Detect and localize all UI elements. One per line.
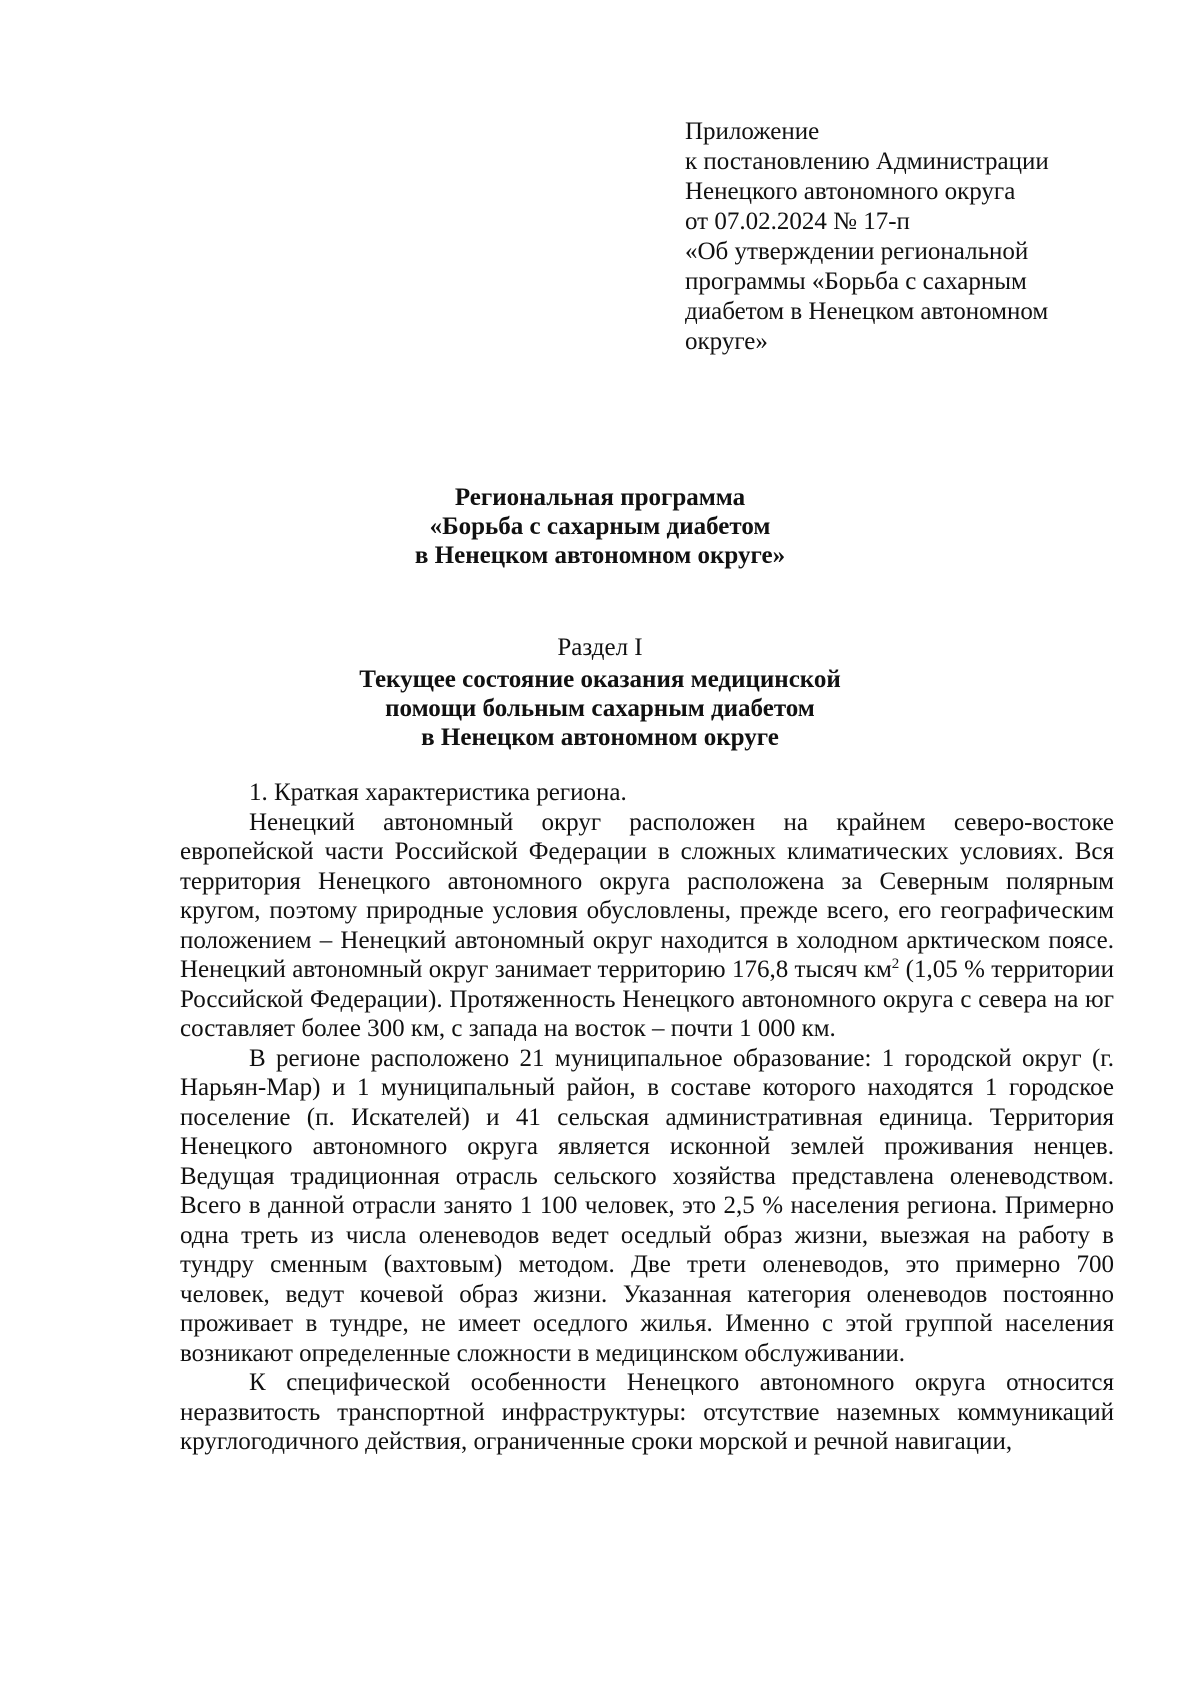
appendix-line: диабетом в Ненецком автономном bbox=[685, 298, 1049, 325]
paragraph-text: Ненецкий автономный округ расположен на крайнем северо-востоке европейской части Российской Федерации в сложных климатических условиях. Вся территория Ненецкого автономного округа расположена за Северным полярным кругом, поэтому природные условия обусловлены, прежде всего, его географическим положением – Ненецкий автономный округ находится в холодном арктическом поясе. Ненецкий автономный округ занимает территорию 176,8 тысяч км bbox=[180, 808, 1114, 983]
section-title-line: в Ненецком автономном округе bbox=[421, 724, 779, 751]
program-title-line: в Ненецком автономном округе» bbox=[414, 542, 786, 569]
appendix-line: к постановлению Администрации bbox=[685, 148, 1049, 175]
program-title-line: «Борьба с сахарным диабетом bbox=[429, 513, 771, 540]
appendix-line: от 07.02.2024 № 17-п bbox=[685, 208, 910, 235]
section-number: Раздел I bbox=[557, 634, 643, 661]
section-title-line: Текущее состояние оказания медицинской bbox=[359, 666, 841, 693]
appendix-line: программы «Борьба с сахарным bbox=[685, 268, 1027, 295]
section-title-line: помощи больным сахарным диабетом bbox=[385, 695, 815, 722]
appendix-line: «Об утверждении региональной bbox=[685, 238, 1029, 265]
appendix-line: Ненецкого автономного округа bbox=[685, 178, 1016, 205]
paragraph-region-description bbox=[180, 808, 1114, 1044]
body-text bbox=[180, 778, 1114, 1457]
appendix-line: округе» bbox=[685, 328, 768, 355]
program-title-line: Региональная программа bbox=[454, 484, 746, 511]
paragraph-transport: К специфической особенности Ненецкого автономного округа относится неразвитость транспортной инфраструктуры: отсутствие наземных коммуникаций круглогодичного действия, ограниченные сроки морской и речной навигации, bbox=[180, 1369, 1114, 1455]
appendix-line: Приложение bbox=[685, 118, 820, 145]
paragraph-municipalities: В регионе расположено 21 муниципальное образование: 1 городской округ (г. Нарьян-Мар) и 1 муниципальный район, в составе которого находятся 1 городское поселение (п. Искателей) и 41 сельская административная единица. Территория Ненецкого автономного округа является исконной землей проживания ненцев. Ведущая традиционная отрасль сельского хозяйства представлена оленеводством. Всего в данной отрасли занято 1 100 человек, это 2,5 % населения региона. Примерно одна треть из числа оленеводов ведет оседлый образ жизни, выезжая на работу в тундру сменным (вахтовым) методом. Две трети оленеводов, это примерно 700 человек, ведут кочевой образ жизни. Указанная категория оленеводов постоянно проживает в тундре, не имеет оседлого жилья. Именно с этой группой населения возникают определенные сложности в медицинском обслуживании. bbox=[180, 1044, 1114, 1367]
program-title bbox=[0, 483, 1200, 570]
subsection-heading: 1. Краткая характеристика региона. bbox=[249, 779, 627, 806]
superscript: 2 bbox=[891, 956, 900, 972]
section-title bbox=[0, 665, 1200, 752]
paragraph-text: (1,05 % территории Российской Федерации). Протяженность Ненецкого автономного округа с севера на юг составляет более 300 км, с запада на восток – почти 1 000 км. bbox=[180, 956, 1114, 1042]
appendix-block bbox=[685, 117, 1105, 357]
